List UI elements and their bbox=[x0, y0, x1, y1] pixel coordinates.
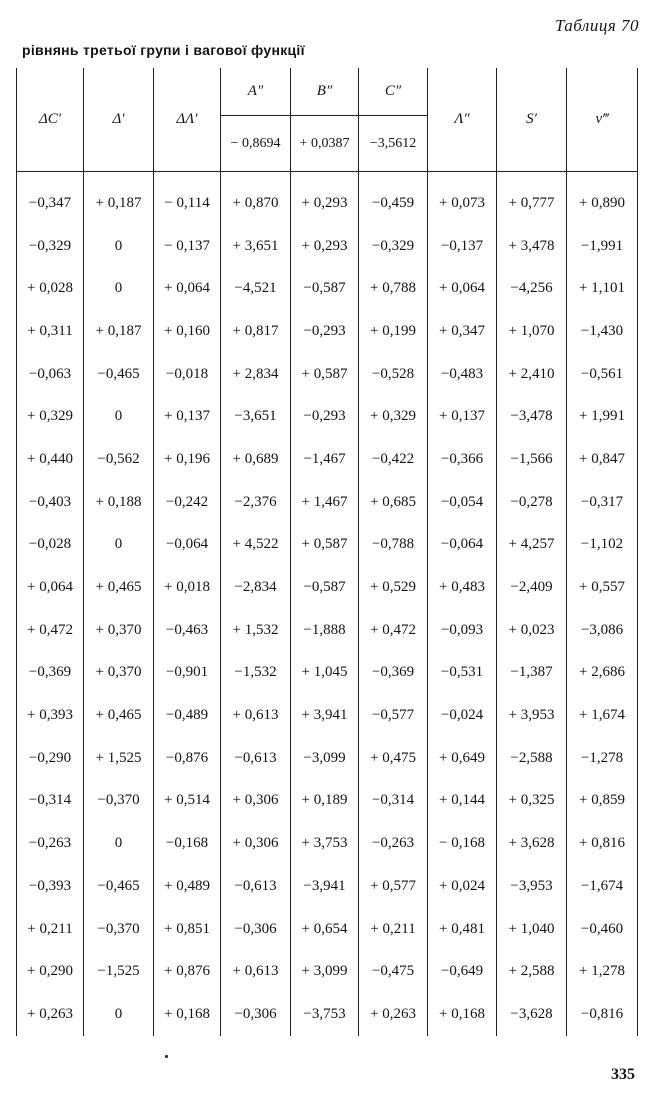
table-header bbox=[17, 68, 638, 172]
cell-dc: + 0,211 bbox=[17, 908, 84, 951]
cell-c: + 0,577 bbox=[359, 865, 428, 908]
cell-c: + 0,475 bbox=[359, 737, 428, 780]
cell-a: −2,834 bbox=[221, 566, 291, 609]
cell-dl: −0,489 bbox=[154, 694, 221, 737]
cell-s: −1,566 bbox=[497, 438, 567, 481]
cell-a: + 1,532 bbox=[221, 609, 291, 652]
cell-d: 0 bbox=[84, 993, 154, 1036]
cell-dc: −0,369 bbox=[17, 652, 84, 695]
cell-d: + 0,465 bbox=[84, 566, 154, 609]
table-number: Таблиця 70 bbox=[554, 16, 639, 35]
cell-s: + 4,257 bbox=[497, 524, 567, 567]
cell-dl: −0,463 bbox=[154, 609, 221, 652]
page-number: 335 bbox=[611, 1066, 635, 1083]
cell-lambda: −0,137 bbox=[428, 225, 497, 268]
cell-dl: + 0,489 bbox=[154, 865, 221, 908]
table-row bbox=[17, 908, 638, 951]
cell-b: + 0,587 bbox=[291, 353, 359, 396]
cell-a: + 3,651 bbox=[221, 225, 291, 268]
cell-lambda: + 0,064 bbox=[428, 267, 497, 310]
data-table bbox=[16, 68, 638, 1036]
cell-s: −2,588 bbox=[497, 737, 567, 780]
cell-b: + 0,189 bbox=[291, 780, 359, 823]
cell-v: −1,278 bbox=[567, 737, 638, 780]
cell-dl: −0,018 bbox=[154, 353, 221, 396]
cell-dl: − 0,114 bbox=[154, 172, 221, 225]
table-row bbox=[17, 993, 638, 1036]
cell-dc: + 0,472 bbox=[17, 609, 84, 652]
cell-lambda: −0,531 bbox=[428, 652, 497, 695]
cell-b: + 1,467 bbox=[291, 481, 359, 524]
cell-b: −0,587 bbox=[291, 267, 359, 310]
cell-d: 0 bbox=[84, 524, 154, 567]
cell-a: −2,376 bbox=[221, 481, 291, 524]
cell-d: + 0,187 bbox=[84, 172, 154, 225]
cell-c: + 0,199 bbox=[359, 310, 428, 353]
cell-lambda: + 0,347 bbox=[428, 310, 497, 353]
cell-dc: + 0,329 bbox=[17, 395, 84, 438]
cell-v: −0,460 bbox=[567, 908, 638, 951]
cell-dl: −0,901 bbox=[154, 652, 221, 695]
cell-dl: + 0,018 bbox=[154, 566, 221, 609]
cell-lambda: + 0,483 bbox=[428, 566, 497, 609]
cell-dl: + 0,168 bbox=[154, 993, 221, 1036]
cell-v: −1,991 bbox=[567, 225, 638, 268]
cell-c: −0,369 bbox=[359, 652, 428, 695]
cell-d: −0,370 bbox=[84, 780, 154, 823]
cell-d: 0 bbox=[84, 395, 154, 438]
cell-dc: + 0,393 bbox=[17, 694, 84, 737]
cell-v: + 0,816 bbox=[567, 822, 638, 865]
cell-a: + 2,834 bbox=[221, 353, 291, 396]
cell-d: −0,465 bbox=[84, 865, 154, 908]
cell-s: + 0,023 bbox=[497, 609, 567, 652]
cell-v: + 0,890 bbox=[567, 172, 638, 225]
cell-lambda: + 0,024 bbox=[428, 865, 497, 908]
cell-v: −1,102 bbox=[567, 524, 638, 567]
cell-d: −0,370 bbox=[84, 908, 154, 951]
table-row bbox=[17, 481, 638, 524]
cell-a: + 0,870 bbox=[221, 172, 291, 225]
cell-b: + 0,293 bbox=[291, 172, 359, 225]
cell-v: −0,561 bbox=[567, 353, 638, 396]
col-header-dl: ΔΛ′ bbox=[154, 68, 221, 172]
table-row bbox=[17, 438, 638, 481]
cell-d: 0 bbox=[84, 225, 154, 268]
cell-b: −0,587 bbox=[291, 566, 359, 609]
cell-s: −1,387 bbox=[497, 652, 567, 695]
cell-b: + 0,654 bbox=[291, 908, 359, 951]
table-row bbox=[17, 524, 638, 567]
cell-c: −0,314 bbox=[359, 780, 428, 823]
col-header-b: B″ bbox=[291, 68, 359, 116]
cell-lambda: −0,064 bbox=[428, 524, 497, 567]
cell-a: + 4,522 bbox=[221, 524, 291, 567]
cell-s: + 1,070 bbox=[497, 310, 567, 353]
cell-a: + 0,817 bbox=[221, 310, 291, 353]
cell-dl: + 0,851 bbox=[154, 908, 221, 951]
coef-a: − 0,8694 bbox=[221, 116, 291, 172]
cell-dl: + 0,514 bbox=[154, 780, 221, 823]
col-header-s: S′ bbox=[497, 68, 567, 172]
cell-c: −0,475 bbox=[359, 950, 428, 993]
cell-d: 0 bbox=[84, 267, 154, 310]
cell-v: −3,086 bbox=[567, 609, 638, 652]
cell-lambda: −0,054 bbox=[428, 481, 497, 524]
cell-lambda: + 0,481 bbox=[428, 908, 497, 951]
cell-dl: + 0,160 bbox=[154, 310, 221, 353]
cell-lambda: −0,366 bbox=[428, 438, 497, 481]
table-row bbox=[17, 737, 638, 780]
cell-b: + 3,941 bbox=[291, 694, 359, 737]
cell-dc: + 0,263 bbox=[17, 993, 84, 1036]
table-row bbox=[17, 822, 638, 865]
cell-s: −3,478 bbox=[497, 395, 567, 438]
cell-a: + 0,613 bbox=[221, 950, 291, 993]
cell-c: + 0,472 bbox=[359, 609, 428, 652]
table-row bbox=[17, 609, 638, 652]
cell-s: −3,953 bbox=[497, 865, 567, 908]
cell-s: + 2,410 bbox=[497, 353, 567, 396]
cell-s: + 2,588 bbox=[497, 950, 567, 993]
cell-v: + 2,686 bbox=[567, 652, 638, 695]
cell-b: −3,753 bbox=[291, 993, 359, 1036]
cell-dc: −0,263 bbox=[17, 822, 84, 865]
cell-dc: −0,290 bbox=[17, 737, 84, 780]
cell-dc: + 0,028 bbox=[17, 267, 84, 310]
cell-lambda: −0,024 bbox=[428, 694, 497, 737]
cell-d: −0,562 bbox=[84, 438, 154, 481]
cell-v: −1,430 bbox=[567, 310, 638, 353]
cell-a: −0,613 bbox=[221, 737, 291, 780]
cell-lambda: + 0,168 bbox=[428, 993, 497, 1036]
table-row bbox=[17, 267, 638, 310]
table-row bbox=[17, 172, 638, 225]
cell-a: + 0,613 bbox=[221, 694, 291, 737]
table-row bbox=[17, 310, 638, 353]
cell-dl: − 0,137 bbox=[154, 225, 221, 268]
cell-a: −0,613 bbox=[221, 865, 291, 908]
cell-b: −1,888 bbox=[291, 609, 359, 652]
cell-c: −0,263 bbox=[359, 822, 428, 865]
cell-c: + 0,529 bbox=[359, 566, 428, 609]
cell-v: + 1,991 bbox=[567, 395, 638, 438]
table-body bbox=[17, 172, 638, 1036]
cell-dl: −0,876 bbox=[154, 737, 221, 780]
cell-b: −3,941 bbox=[291, 865, 359, 908]
col-header-dc: ΔC′ bbox=[17, 68, 84, 172]
cell-a: + 0,306 bbox=[221, 822, 291, 865]
cell-lambda: −0,483 bbox=[428, 353, 497, 396]
table-row bbox=[17, 395, 638, 438]
cell-s: −2,409 bbox=[497, 566, 567, 609]
table-row bbox=[17, 353, 638, 396]
cell-b: + 3,753 bbox=[291, 822, 359, 865]
cell-lambda: + 0,137 bbox=[428, 395, 497, 438]
cell-dl: + 0,876 bbox=[154, 950, 221, 993]
cell-d: + 0,370 bbox=[84, 652, 154, 695]
cell-b: −1,467 bbox=[291, 438, 359, 481]
cell-d: + 0,188 bbox=[84, 481, 154, 524]
cell-dc: + 0,311 bbox=[17, 310, 84, 353]
cell-dc: −0,028 bbox=[17, 524, 84, 567]
cell-c: −0,459 bbox=[359, 172, 428, 225]
cell-d: + 0,187 bbox=[84, 310, 154, 353]
cell-d: + 0,465 bbox=[84, 694, 154, 737]
cell-dc: −0,063 bbox=[17, 353, 84, 396]
table-row bbox=[17, 225, 638, 268]
cell-dc: + 0,064 bbox=[17, 566, 84, 609]
cell-dc: + 0,290 bbox=[17, 950, 84, 993]
cell-b: + 0,293 bbox=[291, 225, 359, 268]
cell-dl: + 0,196 bbox=[154, 438, 221, 481]
cell-dl: −0,064 bbox=[154, 524, 221, 567]
cell-s: + 0,777 bbox=[497, 172, 567, 225]
cell-c: + 0,211 bbox=[359, 908, 428, 951]
cell-v: + 1,278 bbox=[567, 950, 638, 993]
cell-a: + 0,689 bbox=[221, 438, 291, 481]
cell-a: −0,306 bbox=[221, 993, 291, 1036]
cell-a: −0,306 bbox=[221, 908, 291, 951]
cell-dc: −0,329 bbox=[17, 225, 84, 268]
table-row bbox=[17, 566, 638, 609]
cell-b: −0,293 bbox=[291, 395, 359, 438]
col-header-c: C″ bbox=[359, 68, 428, 116]
cell-b: + 1,045 bbox=[291, 652, 359, 695]
cell-c: −0,788 bbox=[359, 524, 428, 567]
table-row bbox=[17, 780, 638, 823]
table-row bbox=[17, 950, 638, 993]
cell-s: + 3,628 bbox=[497, 822, 567, 865]
table-caption: рівнянь третьої групи і вагової функції bbox=[22, 42, 305, 58]
cell-c: −0,422 bbox=[359, 438, 428, 481]
cell-c: + 0,788 bbox=[359, 267, 428, 310]
col-header-a: A″ bbox=[221, 68, 291, 116]
cell-s: + 1,040 bbox=[497, 908, 567, 951]
cell-lambda: + 0,144 bbox=[428, 780, 497, 823]
cell-v: + 0,859 bbox=[567, 780, 638, 823]
cell-dl: −0,242 bbox=[154, 481, 221, 524]
cell-c: −0,528 bbox=[359, 353, 428, 396]
cell-dc: −0,347 bbox=[17, 172, 84, 225]
cell-b: + 3,099 bbox=[291, 950, 359, 993]
cell-a: −1,532 bbox=[221, 652, 291, 695]
cell-dc: −0,403 bbox=[17, 481, 84, 524]
cell-b: + 0,587 bbox=[291, 524, 359, 567]
cell-dl: + 0,137 bbox=[154, 395, 221, 438]
cell-s: + 3,478 bbox=[497, 225, 567, 268]
cell-dc: −0,393 bbox=[17, 865, 84, 908]
coef-c: −3,5612 bbox=[359, 116, 428, 172]
cell-dl: + 0,064 bbox=[154, 267, 221, 310]
cell-d: −0,465 bbox=[84, 353, 154, 396]
table-row bbox=[17, 652, 638, 695]
cell-d: −1,525 bbox=[84, 950, 154, 993]
cell-c: + 0,329 bbox=[359, 395, 428, 438]
cell-s: −0,278 bbox=[497, 481, 567, 524]
table-row bbox=[17, 865, 638, 908]
cell-c: + 0,685 bbox=[359, 481, 428, 524]
cell-v: −0,816 bbox=[567, 993, 638, 1036]
cell-v: −1,674 bbox=[567, 865, 638, 908]
cell-lambda: −0,093 bbox=[428, 609, 497, 652]
cell-lambda: −0,649 bbox=[428, 950, 497, 993]
cell-b: −3,099 bbox=[291, 737, 359, 780]
cell-a: −3,651 bbox=[221, 395, 291, 438]
cell-lambda: − 0,168 bbox=[428, 822, 497, 865]
cell-a: −4,521 bbox=[221, 267, 291, 310]
cell-v: −0,317 bbox=[567, 481, 638, 524]
cell-lambda: + 0,649 bbox=[428, 737, 497, 780]
cell-v: + 1,674 bbox=[567, 694, 638, 737]
cell-d: + 0,370 bbox=[84, 609, 154, 652]
cell-dl: −0,168 bbox=[154, 822, 221, 865]
col-header-v: v‴ bbox=[567, 68, 638, 172]
cell-lambda: + 0,073 bbox=[428, 172, 497, 225]
print-speck bbox=[165, 1055, 168, 1058]
cell-a: + 0,306 bbox=[221, 780, 291, 823]
coef-b: + 0,0387 bbox=[291, 116, 359, 172]
cell-s: + 0,325 bbox=[497, 780, 567, 823]
table-row bbox=[17, 694, 638, 737]
cell-b: −0,293 bbox=[291, 310, 359, 353]
cell-s: −4,256 bbox=[497, 267, 567, 310]
cell-v: + 0,847 bbox=[567, 438, 638, 481]
cell-c: −0,577 bbox=[359, 694, 428, 737]
cell-dc: −0,314 bbox=[17, 780, 84, 823]
col-header-d: Δ′ bbox=[84, 68, 154, 172]
col-header-lambda: Λ″ bbox=[428, 68, 497, 172]
cell-c: + 0,263 bbox=[359, 993, 428, 1036]
cell-s: −3,628 bbox=[497, 993, 567, 1036]
cell-d: 0 bbox=[84, 822, 154, 865]
cell-v: + 1,101 bbox=[567, 267, 638, 310]
cell-s: + 3,953 bbox=[497, 694, 567, 737]
cell-d: + 1,525 bbox=[84, 737, 154, 780]
cell-v: + 0,557 bbox=[567, 566, 638, 609]
cell-dc: + 0,440 bbox=[17, 438, 84, 481]
cell-c: −0,329 bbox=[359, 225, 428, 268]
